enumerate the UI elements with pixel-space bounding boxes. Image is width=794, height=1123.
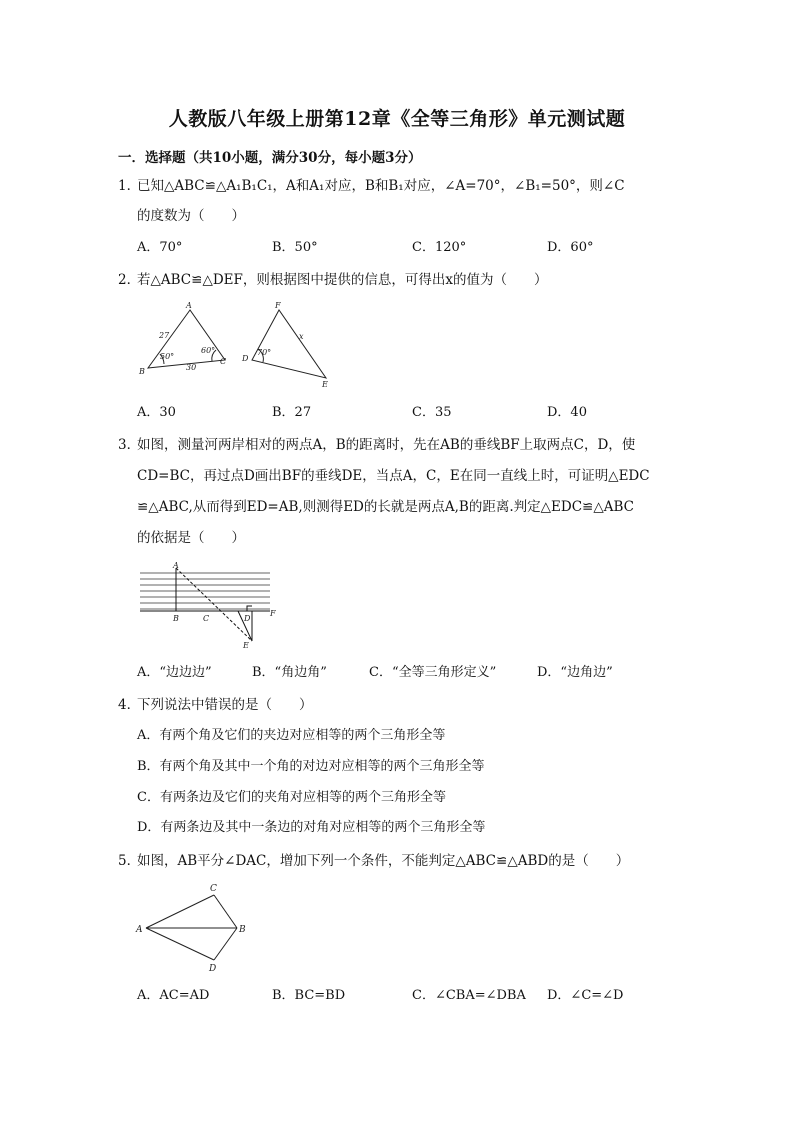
q5-figure: [132, 880, 262, 978]
label-b: B: [173, 614, 179, 623]
q2-option-b[interactable]: B．27: [272, 405, 312, 420]
label-c: C: [210, 884, 217, 894]
q1-option-d[interactable]: D．60°: [547, 240, 594, 255]
q3-option-c[interactable]: C．“全等三角形定义”: [369, 665, 497, 680]
q1-text-line2: 的度数为（ ）: [137, 208, 245, 224]
q4-number: 4．: [118, 697, 141, 713]
label-a: A: [186, 301, 192, 310]
label-f: F: [270, 609, 276, 618]
q2-option-c[interactable]: C．35: [412, 405, 452, 420]
q2-option-d[interactable]: D．40: [547, 405, 587, 420]
q5-option-d[interactable]: D．∠C=∠D: [547, 988, 624, 1003]
q1-option-a[interactable]: A．70°: [137, 240, 183, 255]
label-c: C: [220, 357, 227, 366]
label-c: C: [203, 614, 210, 623]
q5-options: [137, 986, 677, 1006]
q3-option-b[interactable]: B．“角边角”: [252, 665, 327, 680]
label-angle-50: 50°: [160, 352, 175, 361]
q4-choice-b[interactable]: B．有两个角及其中一个角的对边对应相等的两个三角形全等: [137, 759, 485, 774]
label-side-30: 30: [186, 363, 197, 372]
segment-ac: [146, 895, 214, 928]
label-e: E: [243, 641, 249, 650]
label-d: D: [244, 614, 251, 623]
label-d: D: [209, 964, 217, 974]
q4-choice-c[interactable]: C．有两条边及它们的夹角对应相等的两个三角形全等: [137, 790, 446, 805]
q5-option-b[interactable]: B．BC=BD: [272, 988, 346, 1003]
q3-option-a[interactable]: A．“边边边”: [137, 665, 212, 680]
right-angle-d: [247, 606, 252, 611]
q1-options: [137, 238, 677, 258]
label-x: x: [299, 332, 304, 341]
q2-number: 2．: [118, 272, 141, 288]
q3-number: 3．: [118, 437, 141, 453]
q1-text-line1: 已知△ABC≌△A₁B₁C₁，A和A₁对应，B和B₁对应，∠A=70°，∠B₁=50°，则∠C: [137, 178, 625, 194]
q3-text-line4: 的依据是（ ）: [137, 530, 245, 546]
label-angle-60: 60°: [201, 346, 216, 355]
q1-option-b[interactable]: B．50°: [272, 240, 318, 255]
q3-figure: [130, 560, 290, 652]
q5-text-line1: 如图，AB平分∠DAC，增加下列一个条件，不能判定△ABC≌△ABD的是（ ）: [137, 853, 630, 869]
q4-text-line1: 下列说法中错误的是（ ）: [137, 697, 313, 713]
q1-number: 1．: [118, 178, 141, 194]
segment-ad: [146, 928, 214, 960]
label-a: A: [136, 925, 143, 935]
q5-number: 5．: [118, 853, 141, 869]
q5-option-a[interactable]: A．AC=AD: [137, 988, 210, 1003]
q3-text-line3: ≌△ABC,从而得到ED=AB,则测得ED的长就是两点A,B的距离.判定△EDC≌△ABC: [137, 499, 634, 515]
q1-option-c[interactable]: C．120°: [412, 240, 467, 255]
q3-text-line2: CD=BC，再过点D画出BF的垂线DE，当点A，C，E在同一直线上时，可证明△EDC: [137, 468, 650, 484]
section-heading: 一．选择题（共10小题，满分30分，每小题3分）: [118, 150, 422, 166]
segment-cb: [214, 895, 237, 928]
q4-choice-d[interactable]: D．有两条边及其中一条边的对角对应相等的两个三角形全等: [137, 820, 486, 835]
label-f: F: [275, 301, 281, 310]
q2-options: [137, 403, 677, 423]
label-side-27: 27: [159, 331, 170, 340]
triangle-def: [252, 310, 326, 378]
label-d: D: [242, 354, 249, 363]
q5-option-c[interactable]: C．∠CBA=∠DBA: [412, 988, 526, 1003]
q3-option-d[interactable]: D．“边角边”: [537, 665, 613, 680]
q3-text-line1: 如图，测量河两岸相对的两点A，B的距离时，先在AB的垂线BF上取两点C，D，使: [137, 437, 636, 453]
label-b: B: [139, 367, 145, 376]
q2-text-line1: 若△ABC≌△DEF，则根据图中提供的信息，可得出x的值为（ ）: [137, 272, 548, 288]
label-a: A: [173, 561, 179, 570]
label-angle-70: 70°: [257, 348, 272, 357]
page-title: 人教版八年级上册第12章《全等三角形》单元测试题: [168, 108, 626, 130]
label-b: B: [239, 925, 246, 935]
q3-options: [137, 663, 677, 683]
q4-choice-a[interactable]: A．有两个角及它们的夹边对应相等的两个三角形全等: [137, 728, 446, 743]
label-e: E: [322, 380, 328, 389]
q2-figure: [130, 298, 340, 390]
q2-option-a[interactable]: A．30: [137, 405, 176, 420]
segment-db: [214, 928, 237, 960]
